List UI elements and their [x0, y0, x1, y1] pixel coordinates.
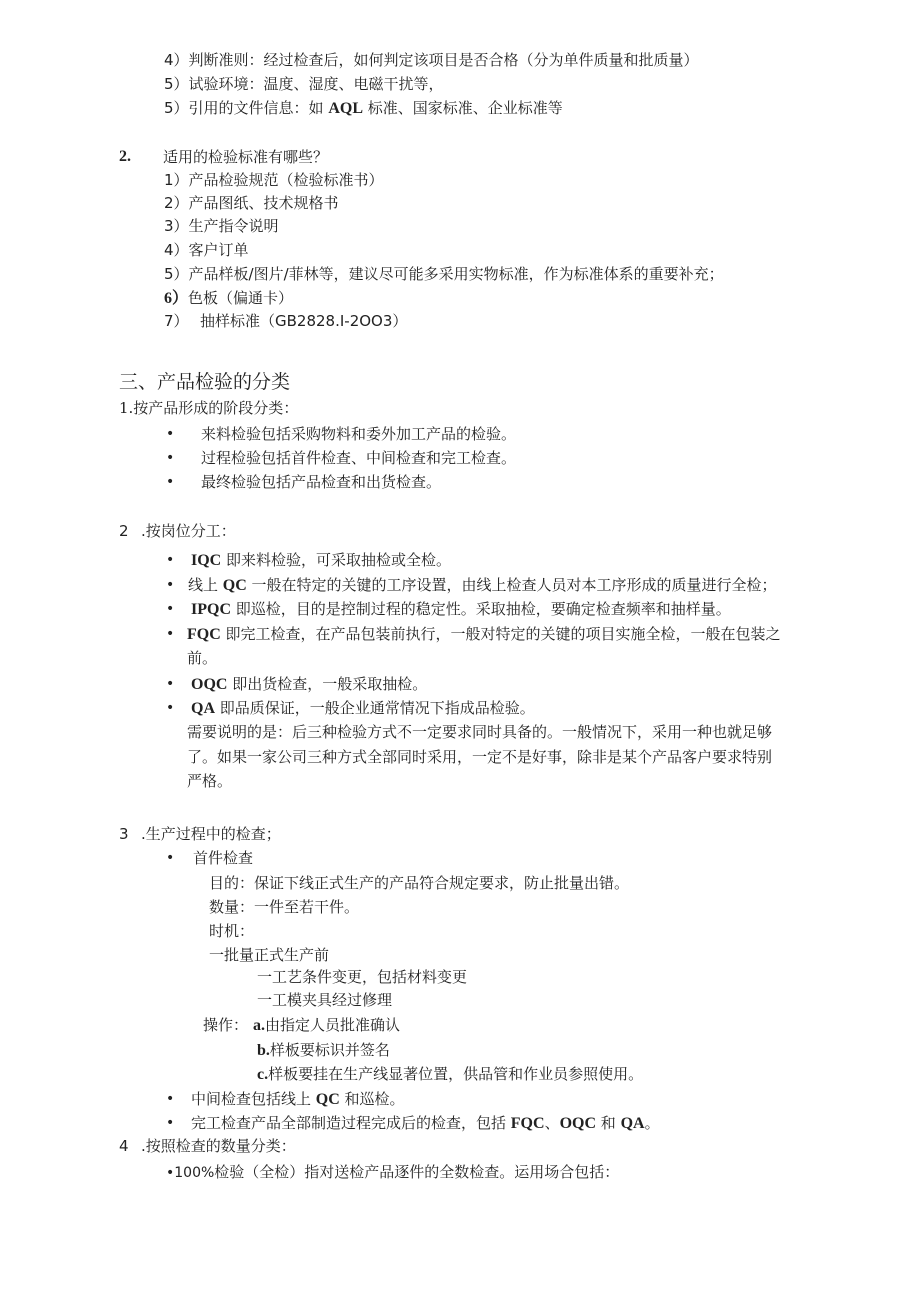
note-line: 了。如果一家公司三种方式全部同时采用，一定不是好事，除非是某个产品客户要求特别: [187, 748, 773, 766]
role-item-qa: QA 即品质保证，一般企业通常情况下指成品检验。: [191, 699, 535, 717]
bullet: •: [166, 700, 175, 716]
group3-heading: .生产过程中的检查；: [141, 825, 281, 843]
bullet: •: [166, 552, 175, 568]
group4-heading: .按照检查的数量分类：: [141, 1137, 296, 1155]
standard-item: 4）客户订单: [164, 241, 249, 259]
list-item: 来料检验包括采购物料和委外加工产品的检验。: [201, 425, 517, 443]
role-item-ipqc: IPQC 即巡检，目的是控制过程的稳定性。采取抽检，要确定检查频率和抽样量。: [191, 600, 731, 618]
list-item: 过程检验包括首件检查、中间检查和完工检查。: [201, 449, 517, 467]
criteria-line-5b: 5）引用的文件信息：如 AQL 标准、国家标准、企业标准等: [164, 99, 563, 117]
final-inspection: 完工检查产品全部制造过程完成后的检查，包括 FQC、OQC 和 QA。: [191, 1114, 660, 1132]
role-item-fqc-cont: 前。: [187, 649, 218, 667]
bullet: •: [166, 450, 175, 466]
group1-heading: 1.按产品形成的阶段分类：: [119, 399, 299, 417]
role-item-qc: 线上 QC 一般在特定的关键的工序设置，由线上检查人员对本工序形成的质量进行全检；: [188, 576, 777, 594]
bullet: •: [166, 676, 175, 692]
first-inspection-detail: 目的：保证下线正式生产的产品符合规定要求，防止批量出错。: [209, 874, 630, 892]
section-title: 三、产品检验的分类: [119, 371, 291, 393]
operation-step: a.由指定人员批准确认: [253, 1016, 401, 1034]
standard-item: 7） 抽样标准（GB2828.I-2OO3）: [164, 312, 408, 330]
standard-item: 5）产品样板/图片/菲林等，建议尽可能多采用实物标准，作为标准体系的重要补充；: [164, 265, 724, 283]
group2-number: 2: [119, 522, 129, 540]
bullet: •: [166, 474, 175, 490]
standard-item: 3）生产指令说明: [164, 217, 279, 235]
bullet: •: [166, 601, 175, 617]
operation-step: c.样板要挂在生产线显著位置，供品管和作业员参照使用。: [257, 1065, 644, 1083]
bullet: •: [166, 1115, 175, 1131]
criteria-line-5a: 5）试验环境：温度、湿度、电磁干扰等，: [164, 75, 444, 93]
bullet: •: [166, 577, 175, 593]
note-line: 需要说明的是：后三种检验方式不一定要求同时具备的。一般情况下，采用一种也就足够: [187, 723, 773, 741]
first-inspection-detail: 数量：一件至若干件。: [209, 898, 360, 916]
group3-number: 3: [119, 825, 129, 843]
full-inspection-line: •100%检验（全检）指对送检产品逐件的全数检查。运用场合包括：: [166, 1163, 620, 1181]
group4-number: 4: [119, 1137, 129, 1155]
mid-inspection: 中间检查包括线上 QC 和巡检。: [191, 1090, 405, 1108]
bullet: •: [166, 426, 175, 442]
bullet: •: [166, 1091, 175, 1107]
first-inspection-detail: 时机：: [209, 922, 255, 940]
q2-title: 适用的检验标准有哪些？: [163, 148, 329, 166]
q2-number: 2.: [119, 148, 131, 165]
bullet: •: [166, 626, 175, 642]
first-inspection-detail: 一工模夹具经过修理: [257, 991, 393, 1009]
first-inspection-detail: 一工艺条件变更，包括材料变更: [257, 968, 468, 986]
role-item-oqc: OQC 即出货检查，一般采取抽检。: [191, 675, 428, 693]
role-item-iqc: IQC 即来料检验，可采取抽检或全检。: [191, 551, 452, 569]
group2-heading: .按岗位分工：: [141, 522, 236, 540]
operation-label: 操作：: [203, 1016, 249, 1034]
note-line: 严格。: [187, 772, 233, 790]
bullet: •: [166, 850, 175, 866]
first-inspection: 首件检查: [193, 849, 254, 867]
role-item-fqc: FQC 即完工检查，在产品包装前执行，一般对特定的关键的项目实施全检，一般在包装之: [187, 625, 781, 643]
criteria-line-4: 4）判断准则：经过检查后，如何判定该项目是否合格（分为单件质量和批质量）: [164, 51, 699, 69]
standard-item: 6）色板（偏通卡）: [164, 289, 294, 307]
standard-item: 1）产品检验规范（检验标准书）: [164, 171, 384, 189]
first-inspection-detail: 一批量正式生产前: [209, 946, 330, 964]
operation-step: b.样板要标识并签名: [257, 1041, 390, 1059]
list-item: 最终检验包括产品检查和出货检查。: [201, 473, 442, 491]
standard-item: 2）产品图纸、技术规格书: [164, 194, 339, 212]
